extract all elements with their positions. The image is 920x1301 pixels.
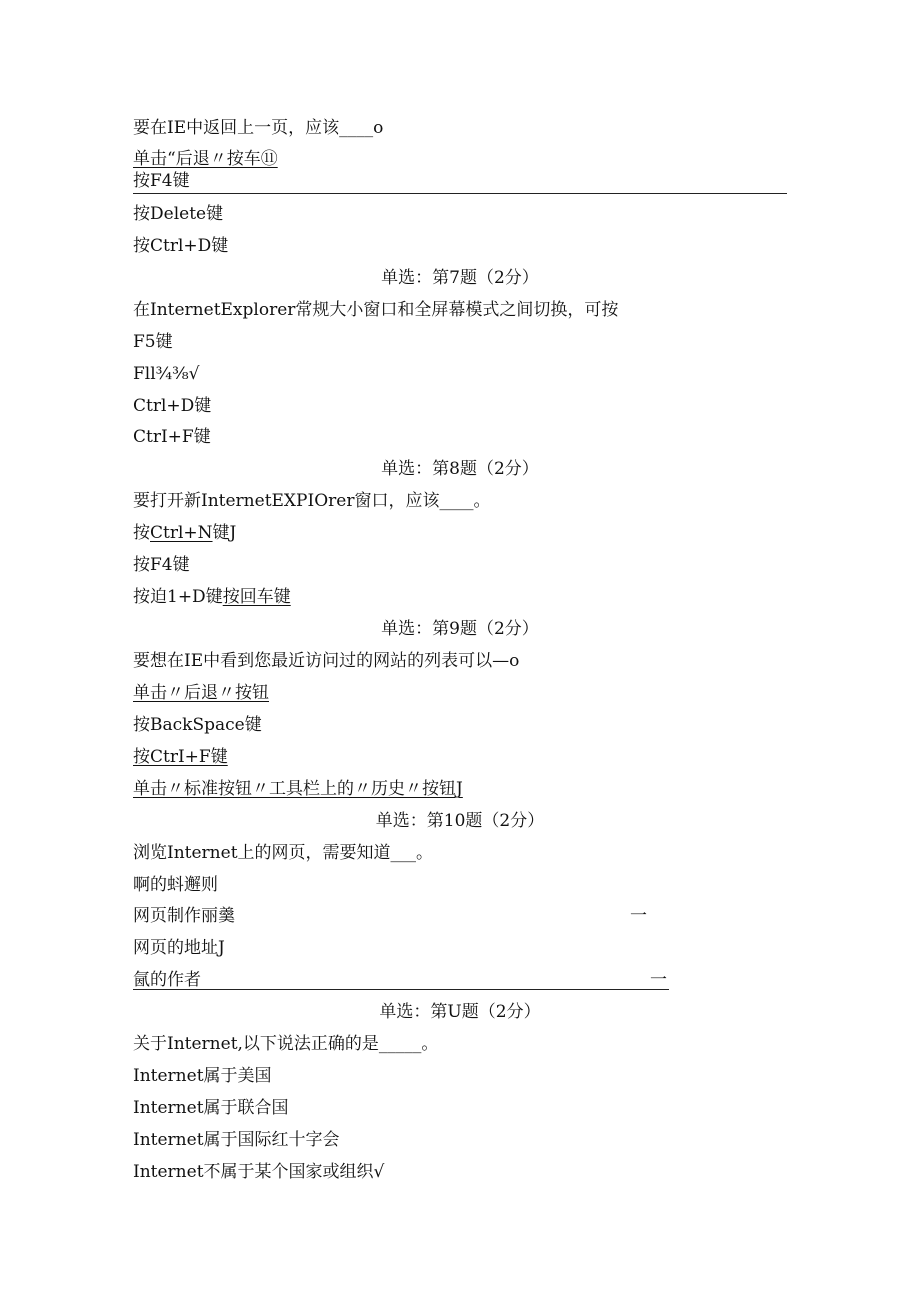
option-c: Internet属于国际红十字会 [133,1130,340,1150]
question-9-text: 要想在IE中看到您最近访问过的网站的列表可以—o [133,651,520,671]
option-d: 氤的作者 [133,970,201,990]
question-11-header: 单选：第U题（2分） [379,1002,541,1022]
option-prefix: 按 [133,523,150,543]
option-f4: 按F4键 [133,555,190,575]
option-prefix: 按迫1+D键 [133,587,223,607]
option-b: Internet属于联合国 [133,1098,289,1118]
option-enter [133,586,291,608]
question-8-text: 要打开新InternetEXPIOrer窗口，应该____。 [133,491,491,511]
option-f5: F5键 [133,332,173,352]
question-7-text: 在InternetExplorer常规大小窗口和全屏幕模式之间切换，可按 [133,300,619,320]
option-d-rule [133,989,669,990]
question-10-header: 单选：第10题（2分） [375,811,545,831]
question-11-text: 关于Internet,以下说法正确的是_____。 [133,1034,439,1054]
divider-rule [133,193,787,194]
option-suffix: 键J [212,523,237,543]
option-c: 网页的地址J [133,938,225,958]
option-f11: Fll¾⅜√ [133,364,200,384]
question-10-text: 浏览Internet上的网页，需要知道___。 [133,843,434,863]
option-ctrl-n [133,522,236,544]
option-d: Internet不属于某个国家或组织√ [133,1162,385,1182]
option-b-mark: 一 [630,906,647,926]
option-ctrl-f: CtrI+F键 [133,427,211,447]
option-delete: 按Delete键 [133,204,224,224]
option-ctrl-d: Ctrl+D键 [133,396,212,416]
option-underlined: Ctrl+N [150,523,213,543]
option-history-button: 单击〃标准按钮〃工具栏上的〃历史〃按钮J [133,779,463,799]
option-a: Internet属于美国 [133,1066,272,1086]
option-back-button: 单击〃后退〃按钮 [133,683,269,703]
option-back-button: 单击“后退〃按车⑪ [133,149,278,169]
question-7-header: 单选：第7题（2分） [381,268,539,288]
option-underlined: 按回车键 [222,587,291,607]
option-f4: 按F4键 [133,171,190,191]
option-ctrl-d: 按Ctrl+D键 [133,236,229,256]
option-b: 网页制作丽羹 [133,906,235,926]
option-backspace: 按BackSpace键 [133,715,262,735]
question-8-header: 单选：第8题（2分） [381,459,539,479]
question-9-header: 单选：第9题（2分） [381,619,539,639]
option-d-mark: 一 [650,970,667,990]
option-ctrl-f: 按CtrI+F键 [133,747,228,767]
option-a: 啊的蚪邂则 [133,875,218,895]
question-6-text: 要在IE中返回上一页，应该____o [133,118,384,138]
